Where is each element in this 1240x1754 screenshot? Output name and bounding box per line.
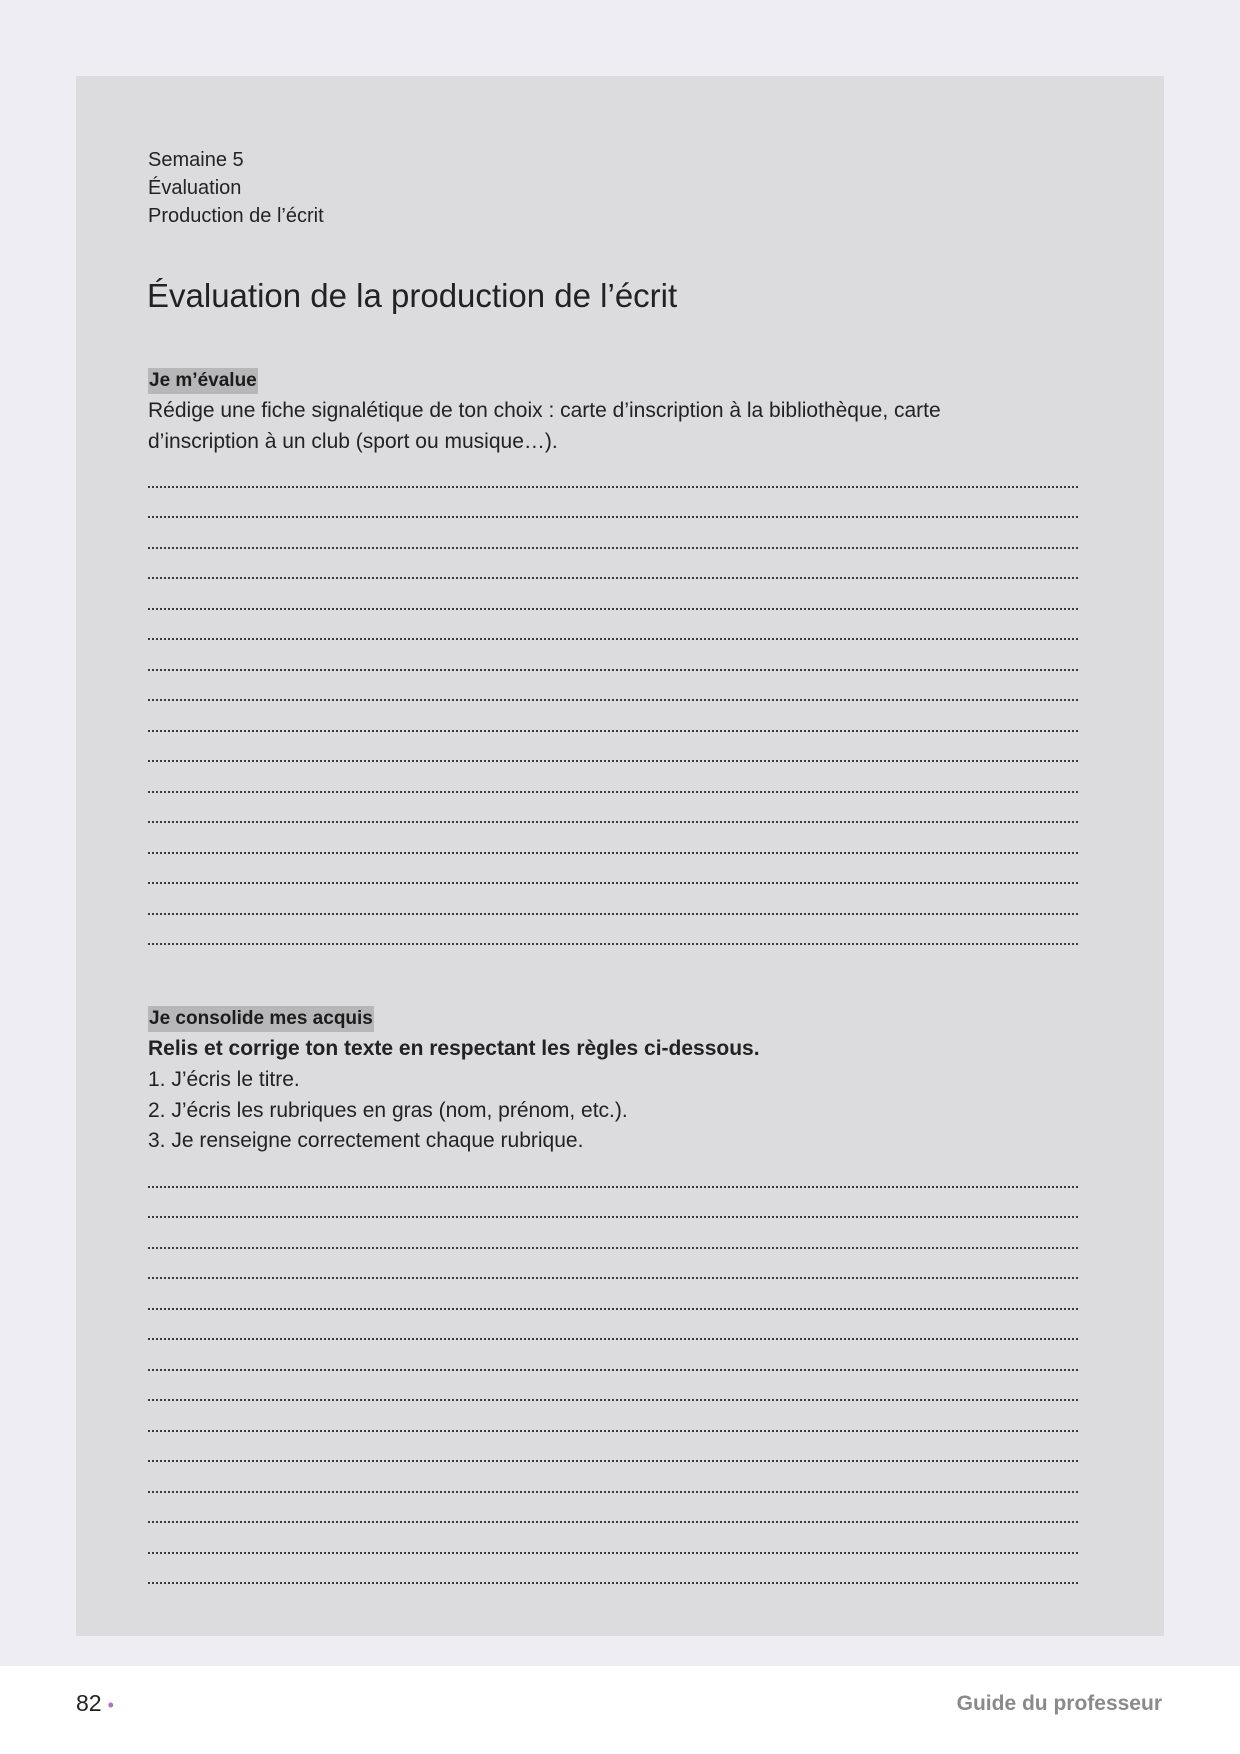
topic-label: Production de l’écrit	[148, 205, 324, 227]
answer-line[interactable]	[148, 823, 1078, 854]
answer-line[interactable]	[148, 1432, 1078, 1463]
page-number	[76, 1688, 114, 1720]
answer-lines-section1[interactable]	[148, 457, 1078, 945]
answer-line[interactable]	[148, 549, 1078, 580]
worksheet-header	[148, 146, 324, 230]
rule-item: 3. Je renseigne correctement chaque rubrique.	[148, 1129, 584, 1152]
answer-line[interactable]	[148, 1371, 1078, 1402]
answer-line[interactable]	[148, 488, 1078, 519]
category-label: Évaluation	[148, 177, 242, 199]
section1-instruction	[148, 396, 1048, 457]
answer-line[interactable]	[148, 1340, 1078, 1371]
answer-line[interactable]	[148, 884, 1078, 915]
rules-list	[148, 1065, 1048, 1157]
answer-line[interactable]	[148, 1401, 1078, 1432]
footer-bullet: •	[107, 1695, 114, 1715]
page-number-text: 82	[76, 1690, 102, 1716]
answer-line[interactable]	[148, 915, 1078, 946]
answer-line[interactable]	[148, 1249, 1078, 1280]
answer-line[interactable]	[148, 640, 1078, 671]
answer-line[interactable]	[148, 1188, 1078, 1219]
answer-line[interactable]	[148, 762, 1078, 793]
answer-line[interactable]	[148, 732, 1078, 763]
page-title: Évaluation de la production de l’écrit	[147, 277, 678, 314]
instruction-line: Rédige une fiche signalétique de ton choix : carte d’inscription à la bibliothèque, carte	[148, 399, 941, 422]
answer-line[interactable]	[148, 1279, 1078, 1310]
answer-line[interactable]	[148, 579, 1078, 610]
section-label-je-consolide: Je consolide mes acquis	[148, 1006, 374, 1032]
answer-line[interactable]	[148, 1554, 1078, 1585]
rule-item: 1. J’écris le titre.	[148, 1068, 300, 1091]
answer-line[interactable]	[148, 1218, 1078, 1249]
answer-line[interactable]	[148, 518, 1078, 549]
answer-line[interactable]	[148, 1310, 1078, 1341]
answer-line[interactable]	[148, 1462, 1078, 1493]
instruction-line: d’inscription à un club (sport ou musique…).	[148, 429, 558, 453]
answer-line[interactable]	[148, 854, 1078, 885]
answer-line[interactable]	[148, 701, 1078, 732]
week-label: Semaine 5	[148, 149, 244, 171]
rule-item: 2. J’écris les rubriques en gras (nom, prénom, etc.).	[148, 1098, 628, 1122]
section-label-je-m-evalue: Je m’évalue	[148, 368, 258, 394]
answer-line[interactable]	[148, 1493, 1078, 1524]
section2-instruction: Relis et corrige ton texte en respectant les règles ci-dessous.	[148, 1037, 760, 1060]
answer-line[interactable]	[148, 1523, 1078, 1554]
answer-line[interactable]	[148, 671, 1078, 702]
book-title: Guide du professeur	[956, 1692, 1162, 1715]
answer-line[interactable]	[148, 1157, 1078, 1188]
answer-lines-section2[interactable]	[148, 1157, 1078, 1584]
answer-line[interactable]	[148, 457, 1078, 488]
answer-line[interactable]	[148, 610, 1078, 641]
answer-line[interactable]	[148, 793, 1078, 824]
